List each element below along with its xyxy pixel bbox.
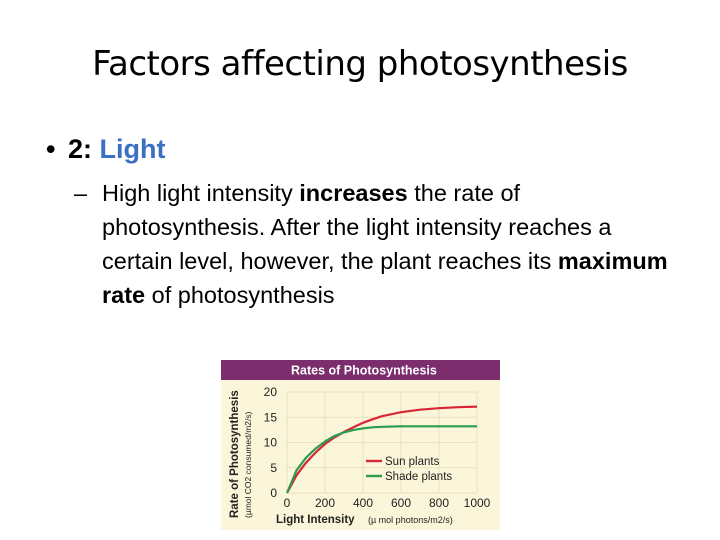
sub-bullet-part: increases [299,180,408,206]
bullet-topic: Light [99,134,166,164]
x-tick-label: 0 [283,496,291,510]
legend-label: Sun plants [385,456,440,468]
photosynthesis-chart [221,360,500,530]
x-tick-label: 1000 [463,496,491,510]
x-axis-label: Light Intensity [276,514,355,526]
sub-bullet-part: the rate of photosynthesis. After the light intensity reaches a certain level, however, the plant reaches its [102,180,612,274]
sub-bullet-part: High light intensity [102,180,300,206]
sub-bullet-part: of photosynthesis [145,282,335,308]
y-tick-label: 15 [263,410,277,425]
chart-svg [221,360,500,530]
x-tick-label: 600 [390,496,412,510]
x-tick-label: 200 [314,496,336,510]
y-tick-label: 5 [270,460,277,475]
bullet-number: 2: [68,134,93,164]
chart-title: Rates of Photosynthesis [291,363,437,378]
y-tick-label: 0 [270,486,277,500]
sub-bullet-part: maximum rate [102,248,668,308]
y-tick-label: 20 [263,385,277,399]
sub-bullet-text [74,176,684,312]
y-axis-label: Rate of Photosynthesis [229,390,241,518]
y-axis-unit: (µmol CO2 consumed/m2/s) [243,411,253,518]
legend-label: Shade plants [385,471,453,483]
bullet-dot: • [46,134,56,164]
x-tick-label: 800 [428,496,450,510]
y-tick-label: 10 [263,435,277,450]
x-axis-unit: (µ mol photons/m2/s) [368,515,453,525]
sub-bullet [74,176,684,312]
bullet-heading [46,134,166,165]
slide-title: Factors affecting photosynthesis [92,44,628,84]
sub-bullet-dash: – [74,180,88,206]
x-tick-label: 400 [352,496,374,510]
